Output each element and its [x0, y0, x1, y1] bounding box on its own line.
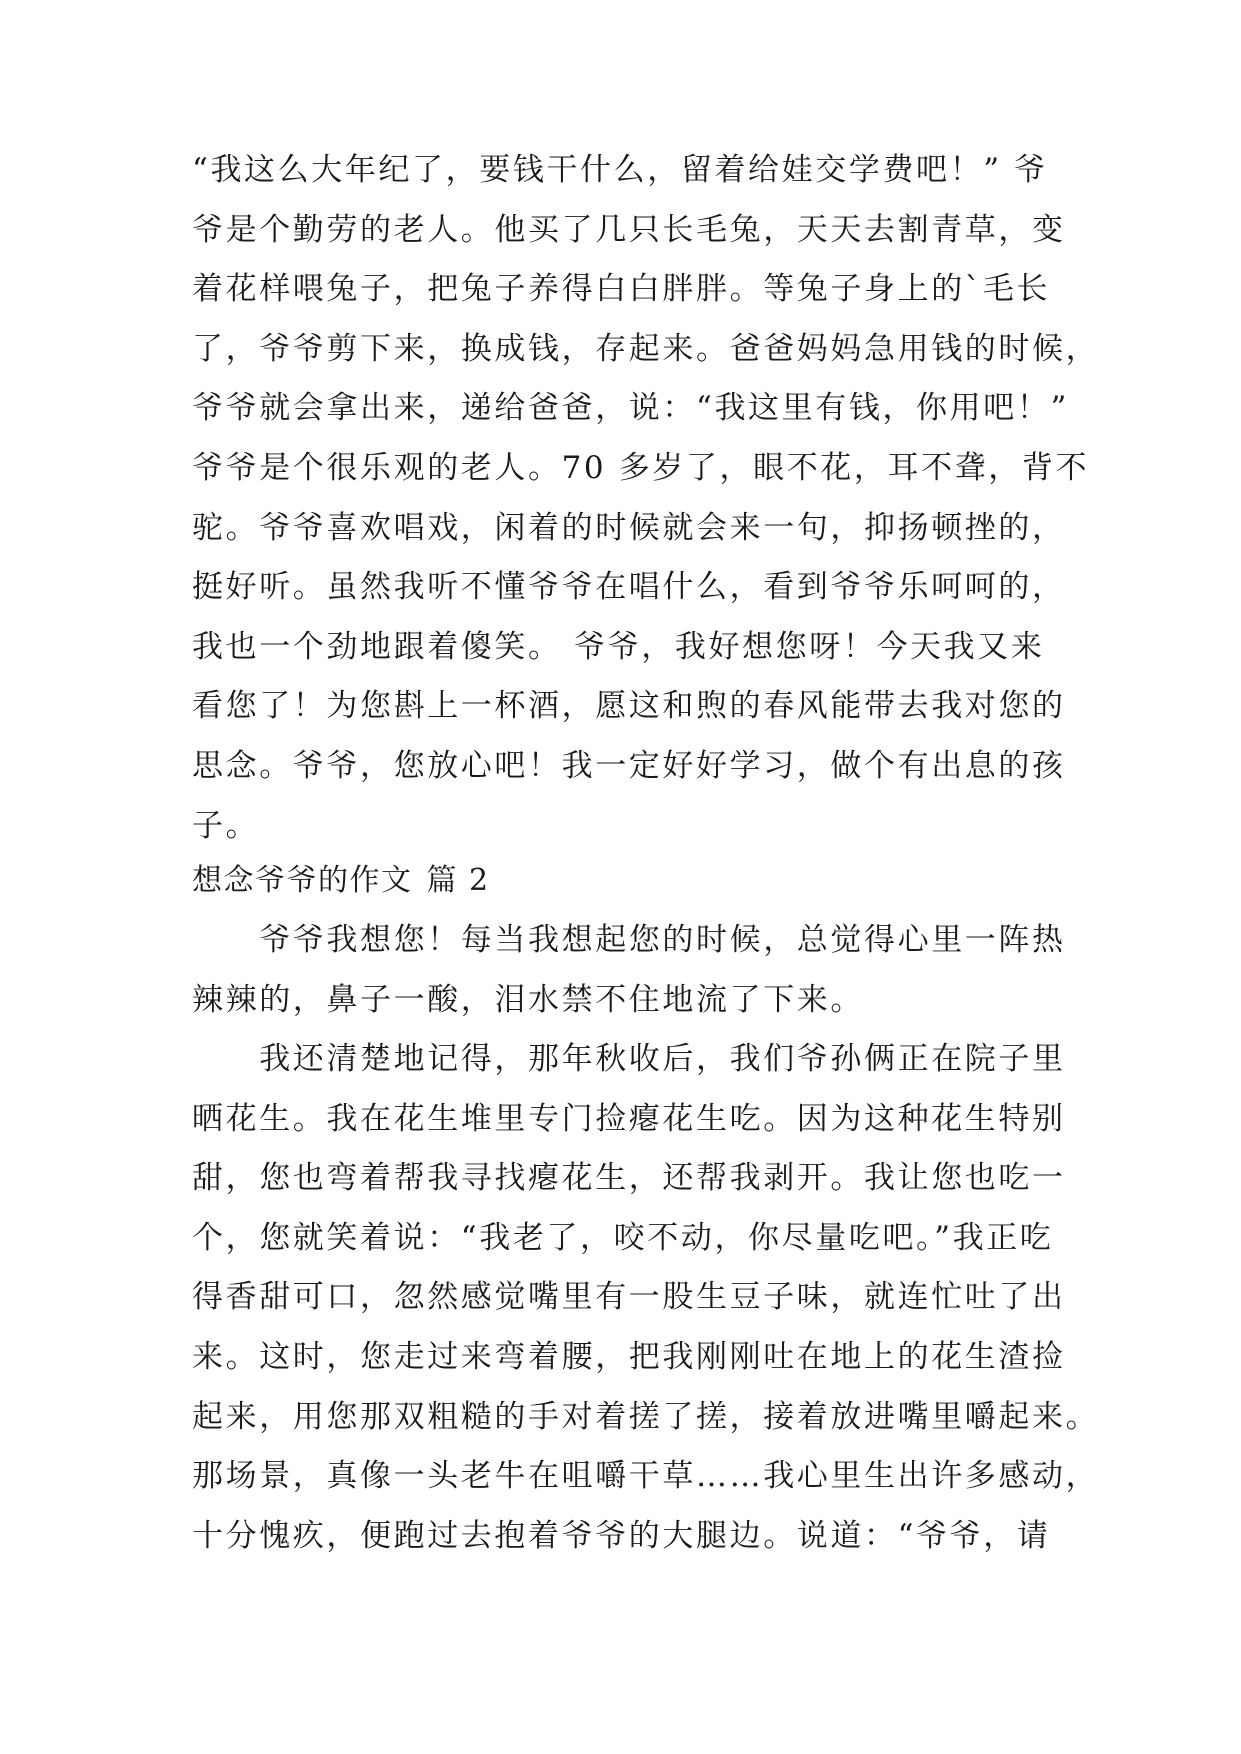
- continued-paragraph: [192, 141, 1100, 856]
- text-line: 起来，用您那双粗糙的手对着搓了搓，接着放进嘴里嚼起来。: [192, 1398, 1100, 1435]
- text-line: 思念。爷爷，您放心吧！我一定好好学习，做个有出息的孩: [192, 747, 1066, 784]
- text-line: 那场景，真像一头老牛在咀嚼干草……我心里生出许多感动，: [192, 1458, 1100, 1495]
- text-line: 来。这时，您走过来弯着腰，把我刚刚吐在地上的花生渣捡: [192, 1338, 1066, 1375]
- text-line: 晒花生。我在花生堆里专门捡瘪花生吃。因为这种花生特别: [192, 1100, 1066, 1137]
- text-line: 爷爷是个很乐观的老人。70 多岁了，眼不花，耳不聋，背不: [192, 449, 1090, 486]
- text-line: 子。: [192, 807, 260, 844]
- text-line: 挺好听。虽然我听不懂爷爷在唱什么，看到爷爷乐呵呵的，: [192, 569, 1066, 606]
- paragraph-2: [192, 1030, 1100, 1566]
- text-line: 得香甜可口，忽然感觉嘴里有一股生豆子味，就连忙吐了出: [192, 1279, 1066, 1316]
- text-line: 爷是个勤劳的老人。他买了几只长毛兔，天天去割青草，变: [192, 211, 1066, 248]
- text-line: 了，爷爷剪下来，换成钱，存起来。爸爸妈妈急用钱的时候，: [192, 330, 1100, 367]
- text-line: 看您了！为您斟上一杯酒，愿这和煦的春风能带去我对您的: [192, 688, 1066, 725]
- text-line: 我还清楚地记得，那年秋收后，我们爷孙俩正在院子里: [192, 1041, 1066, 1077]
- text-line: 十分愧疚，便跑过去抱着爷爷的大腿边。说道：“爷爷，请: [192, 1517, 1051, 1554]
- section-title: 想念爷爷的作文: [192, 863, 413, 898]
- text-line: 辣辣的，鼻子一酸，泪水禁不住地流了下来。: [192, 981, 864, 1018]
- paragraph-1: [192, 911, 1066, 1030]
- text-line: 驼。爷爷喜欢唱戏，闲着的时候就会来一句，抑扬顿挫的，: [192, 509, 1066, 546]
- text-line: 甜，您也弯着帮我寻找瘪花生，还帮我剥开。我让您也吃一: [192, 1160, 1066, 1197]
- text-line: 爷爷就会拿出来，递给爸爸，说：“我这里有钱，你用吧！”: [192, 390, 1069, 427]
- text-line: 爷爷我想您！每当我想起您的时候，总觉得心里一阵热: [192, 922, 1066, 958]
- text-line: “我这么大年纪了，要钱干什么，留着给娃交学费吧！” 爷: [192, 152, 1048, 188]
- text-line: 个，您就笑着说：“我老了，咬不动，你尽量吃吧。”我正吃: [192, 1219, 1054, 1256]
- text-line: 着花样喂兔子，把兔子养得白白胖胖。等兔子身上的`毛长: [192, 271, 1051, 308]
- section-heading: [192, 851, 490, 911]
- text-line: 我也一个劲地跟着傻笑。 爷爷，我好想您呀！今天我又来: [192, 628, 1045, 665]
- section-label: 篇 2: [426, 863, 490, 898]
